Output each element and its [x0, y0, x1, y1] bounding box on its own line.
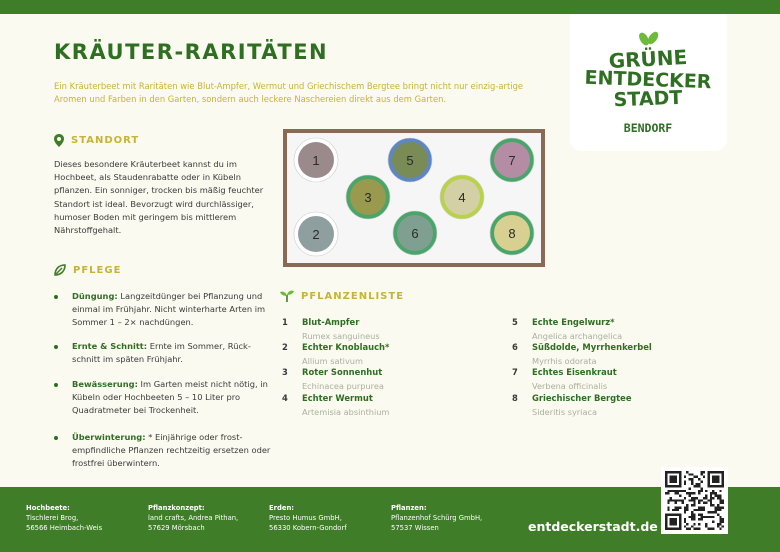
logo-line-3: STADT: [613, 86, 683, 112]
plant-list-item: 1 Blut-Ampfer Rumex sanguineus: [282, 317, 380, 341]
footer-credit: Hochbeete: Tischlerei Brog, 56566 Heimbach-Weis: [26, 504, 103, 532]
page-title: KRÄUTER-RARITÄTEN: [54, 40, 329, 64]
footer-credit: Pflanzen: Pflanzenhof Schürg GmbH, 57537 Wissen: [391, 504, 483, 532]
bed-plant-number: 7: [508, 153, 516, 168]
plant-list-item: 4 Echter Wermut Artemisia absinthium: [282, 393, 390, 417]
bed-plan: [283, 129, 545, 267]
logo-line-2: ENTDECKER: [584, 66, 712, 94]
footer-credit: Erden: Presto Humus GmbH, 56330 Kobern-Gondorf: [269, 504, 347, 532]
plant-list-item: 2 Echter Knoblauch* Allium sativum: [282, 342, 390, 366]
sprout-icon: [280, 290, 294, 302]
pflege-item: Ernte & Schnitt: Ernte im Sommer, Rück-schnitt im späten Frühjahr.: [54, 340, 274, 366]
logo-line-1: GRÜNE: [608, 44, 688, 74]
plant-list-item: 8 Griechischer Bergtee Sideritis syriaca: [512, 393, 632, 417]
pflege-item: Überwinterung: * Einjährige oder frost-empfindliche Pflanzen rechtzeitig ersetzen oder frostfrei überwintern.: [54, 431, 274, 471]
bed-plant-number: 4: [458, 190, 466, 205]
bed-plant-4: [440, 175, 484, 219]
bed-plant-3: [346, 175, 390, 219]
pflanzenliste-heading: PFLANZENLISTE: [280, 290, 404, 302]
bed-plant-2: [294, 212, 338, 256]
pflege-item: Bewässerung: Im Garten meist nicht nötig, in Kübeln oder Hochbeeten 5 – 10 Liter pro Quadratmeter bei Trockenheit.: [54, 378, 274, 418]
bed-plant-5: [388, 138, 432, 182]
bed-plant-1: [294, 138, 338, 182]
footer-credit: Pflanzkonzept: land crafts, Andrea Pithan, 57629 Mörsbach: [148, 504, 239, 532]
bed-plant-8: [490, 211, 534, 255]
bed-plant-number: 5: [406, 153, 414, 168]
leaf-icon: [54, 264, 66, 276]
website-link[interactable]: entdeckerstadt.de: [528, 519, 658, 534]
bed-plant-number: 3: [364, 190, 372, 205]
bed-plant-number: 8: [508, 226, 516, 241]
plant-list-item: 3 Roter Sonnenhut Echinacea purpurea: [282, 367, 384, 391]
logo: [570, 14, 727, 151]
bed-plant-7: [490, 138, 534, 182]
plant-list-item: 5 Echte Engelwurz* Angelica archangelica: [512, 317, 623, 341]
bed-plant-number: 6: [411, 226, 419, 241]
pflege-item: Düngung: Langzeitdünger bei Pflanzung und einmal im Frühjahr. Nicht winterharte Arten im Sommer 1 – 2× nachdüngen.: [54, 290, 274, 330]
plant-list-item: 7 Echtes Eisenkraut Verbena officinalis: [512, 367, 617, 391]
top-bar: [0, 0, 780, 14]
pflege-heading: PFLEGE: [54, 264, 121, 276]
logo-city: BENDORF: [623, 121, 673, 135]
bed-plant-number: 2: [312, 227, 320, 242]
bed-plant-6: [393, 211, 437, 255]
plant-list-item: 6 Süßdolde, Myrrhenkerbel Myrrhis odorata: [512, 342, 652, 366]
qr-code-icon[interactable]: [661, 467, 728, 534]
intro-text: Ein Kräuterbeet mit Raritäten wie Blut-Ampfer, Wermut und Griechischem Bergtee bringt nicht nur einzig-artige Aromen und Farben in den Garten, sondern auch leckere Naschereien direkt aus dem Garten.: [54, 81, 524, 104]
standort-text: Dieses besondere Kräuterbeet kannst du im Hochbeet, als Staudenrabatte oder in Kübeln pflanzen. Ein sonniger, trocken bis mäßig feuchter Standort ist ideal. Bevorzugt wird durchlässiger, humoser Boden mit geringem bis mittlerem Nährstoffgehalt.: [54, 159, 264, 236]
bed-plant-number: 1: [312, 153, 320, 168]
standort-heading: STANDORT: [54, 134, 139, 147]
location-pin-icon: [54, 134, 64, 147]
